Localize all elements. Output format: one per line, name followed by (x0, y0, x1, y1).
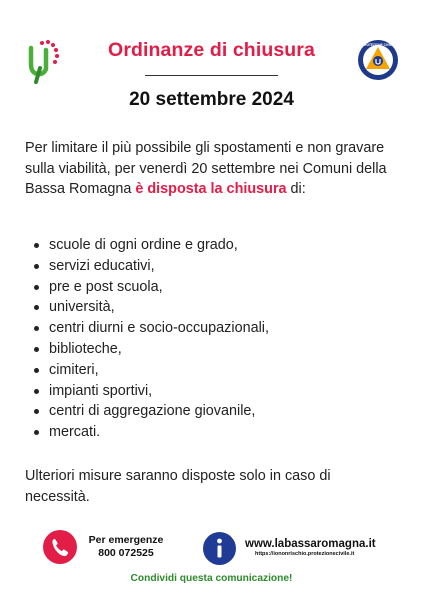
page-title: Ordinanze di chiusura (108, 39, 315, 61)
list-item: scuole di ogni ordine e grado, (25, 235, 269, 256)
list-item: servizi educativi, (25, 256, 269, 277)
list-item: cimiteri, (25, 360, 269, 381)
emergency-number[interactable]: 800 072525 (98, 547, 154, 559)
intro-text-end: di: (286, 181, 306, 197)
share-callout: Condividi questa comunicazione! (130, 573, 293, 584)
intro-highlight: è disposta la chiusura (135, 181, 287, 197)
website-link[interactable]: www.labassaromagna.it (245, 538, 376, 550)
date-heading: 20 settembre 2024 (129, 89, 294, 110)
protezione-civile-logo-text: PROTEZIONE CIVILE (362, 43, 394, 47)
list-item: centri di aggregazione giovanile, (25, 401, 269, 422)
closing-paragraph: Ulteriori misure saranno disposte solo in caso di necessità. (25, 468, 331, 505)
list-item: impianti sportivi, (25, 381, 269, 402)
intro-text: Per limitare il più possibile gli spostamenti e non gravare sulla viabilità, per venerdì 20 settembre nei Comuni della Bassa Romagna (25, 140, 387, 197)
closure-list (25, 235, 269, 443)
list-item: biblioteche, (25, 339, 269, 360)
intro-paragraph (25, 138, 397, 200)
list-item: pre e post scuola, (25, 277, 269, 298)
protezione-civile-logo-icon (357, 39, 399, 81)
list-item: centri diurni e socio-occupazionali, (25, 318, 269, 339)
phone-icon[interactable] (43, 530, 77, 564)
title-divider (145, 75, 278, 76)
list-item: università, (25, 297, 269, 318)
emergency-label: Per emergenze (88, 534, 164, 546)
emergency-contact (80, 534, 172, 560)
info-icon[interactable] (203, 532, 236, 565)
list-item: mercati. (25, 422, 269, 443)
website-link-secondary[interactable]: https://iononrischio.protezionecivile.it (255, 551, 355, 557)
